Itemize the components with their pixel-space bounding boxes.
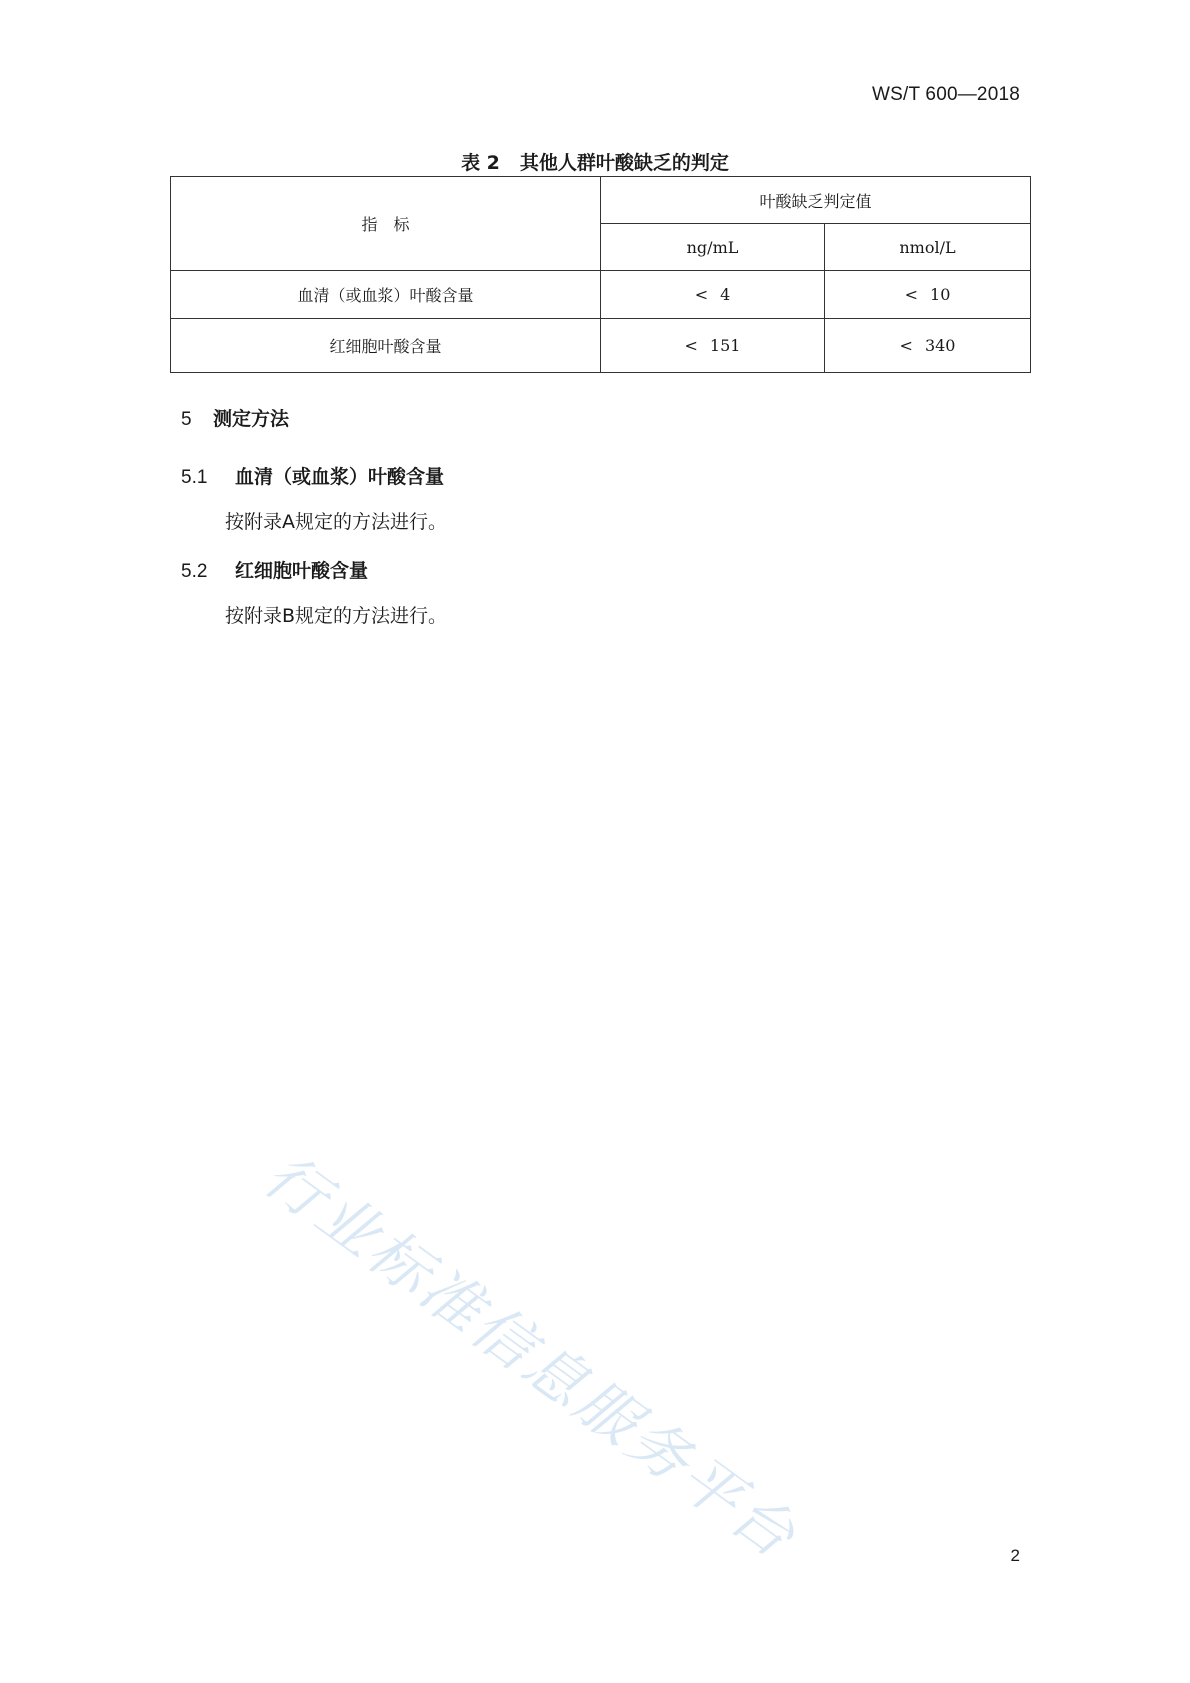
- page-number: 2: [1010, 1546, 1020, 1565]
- indicator-header: 指 标: [171, 177, 601, 271]
- threshold-group-header: 叶酸缺乏判定值: [601, 177, 1031, 224]
- section-heading-5-2: [181, 556, 368, 583]
- section-heading-5-1: [181, 462, 444, 489]
- section-number: 5: [181, 409, 192, 430]
- value-number: 10: [930, 285, 951, 304]
- section-heading-5: [181, 404, 289, 431]
- section-title: 红细胞叶酸含量: [235, 560, 369, 582]
- value-number: 151: [709, 336, 741, 355]
- value-nmoll: [825, 271, 1031, 319]
- table-number: 表 2: [461, 152, 500, 174]
- section-body-5-2: 按附录B规定的方法进行。: [225, 605, 448, 627]
- table-row: [171, 319, 1031, 373]
- value-number: 4: [720, 285, 731, 304]
- value-ngml: [601, 271, 825, 319]
- value-nmoll: [825, 319, 1031, 373]
- table-title: 其他人群叶酸缺乏的判定: [519, 152, 729, 174]
- row-name: 红细胞叶酸含量: [171, 319, 601, 373]
- watermark: 行业标准信息服务平台: [251, 1140, 811, 1574]
- section-number: 5.2: [181, 561, 208, 582]
- value-number: 340: [924, 336, 956, 355]
- table-header-row: [171, 177, 1031, 224]
- section-body-5-1: 按附录A规定的方法进行。: [225, 511, 447, 533]
- section-title: 血清（或血浆）叶酸含量: [235, 466, 445, 488]
- table-row: [171, 271, 1031, 319]
- table-caption: [0, 148, 1190, 175]
- section-title: 测定方法: [213, 408, 290, 430]
- unit-nmoll-header: nmol/L: [825, 224, 1031, 271]
- standard-code: WS/T 600—2018: [872, 84, 1020, 105]
- less-than-sign: <: [904, 285, 919, 304]
- unit-ngml-header: ng/mL: [601, 224, 825, 271]
- less-than-sign: <: [694, 285, 709, 304]
- less-than-sign: <: [684, 336, 698, 355]
- folate-deficiency-table: [170, 176, 1031, 373]
- row-name: 血清（或血浆）叶酸含量: [171, 271, 601, 319]
- less-than-sign: <: [899, 336, 913, 355]
- section-number: 5.1: [181, 467, 208, 488]
- value-ngml: [601, 319, 825, 373]
